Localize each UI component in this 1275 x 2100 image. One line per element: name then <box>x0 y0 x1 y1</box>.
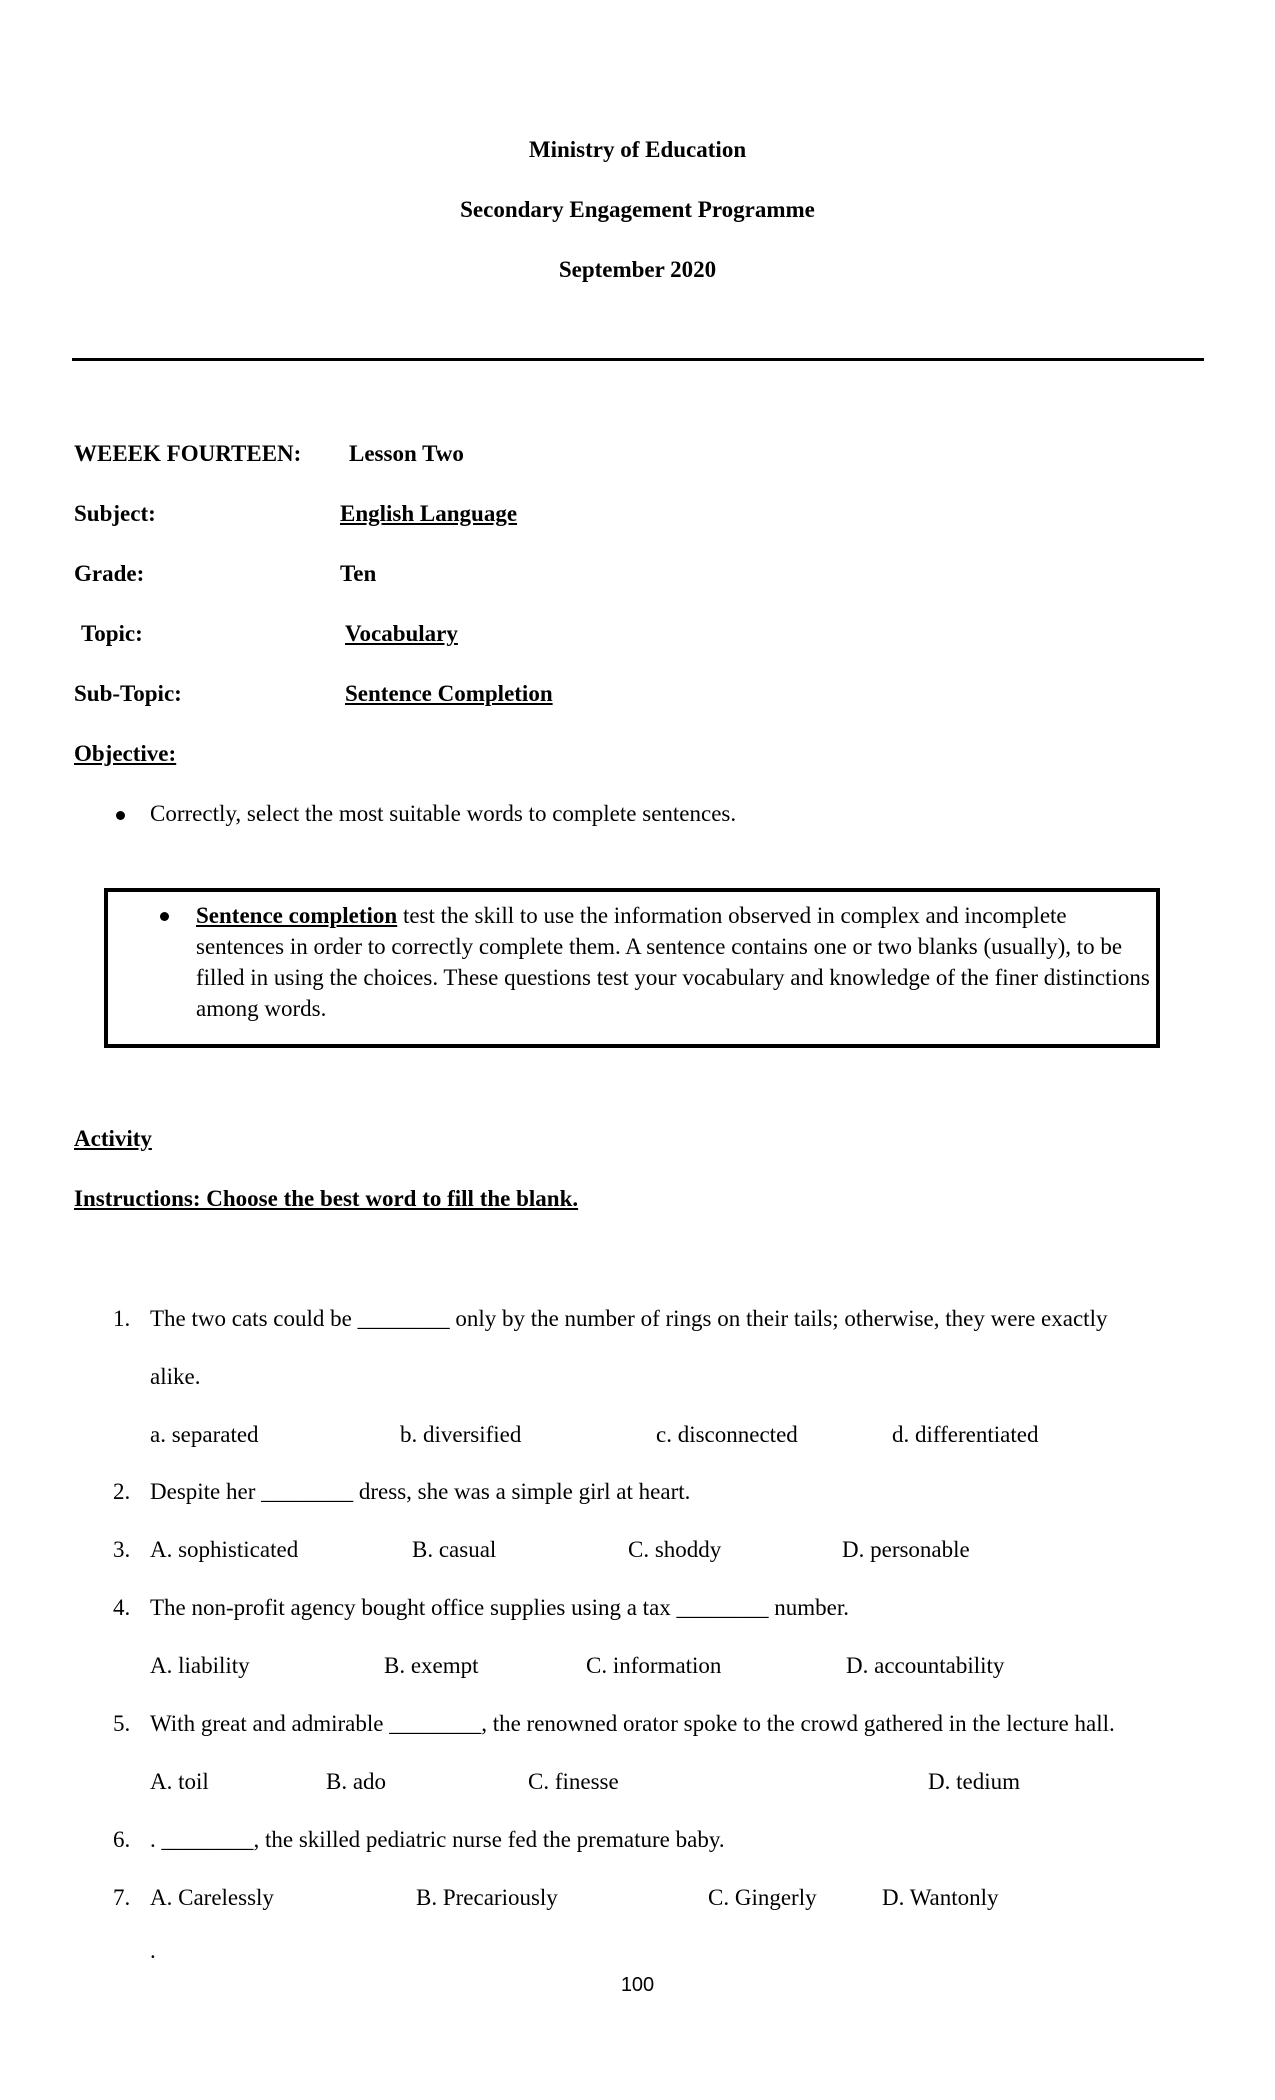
header-programme: Secondary Engagement Programme <box>460 197 815 222</box>
activity-heading: Activity <box>74 1126 152 1151</box>
item-number: 2. <box>113 1479 131 1504</box>
bullet-icon <box>160 912 169 921</box>
option-b: B. ado <box>326 1769 387 1794</box>
topic-value: Vocabulary <box>345 621 458 646</box>
option-a: a. separated <box>150 1422 259 1447</box>
option-d: D. tedium <box>928 1769 1020 1794</box>
header-ministry: Ministry of Education <box>528 137 747 162</box>
option-d: d. differentiated <box>892 1422 1039 1447</box>
subtopic-label: Sub-Topic: <box>74 681 182 706</box>
option-a: A. liability <box>150 1653 250 1678</box>
activity-instructions: Instructions: Choose the best word to fill the blank. <box>74 1186 579 1211</box>
item-number: 1. <box>113 1306 131 1331</box>
option-b: B. casual <box>412 1537 497 1562</box>
header-date: September 2020 <box>558 257 717 282</box>
definition-body: test the skill to use the information observed in complex and incomplete sentences in order to correctly complete them. A sentence contains one or two blanks (usually), to be filled in using the choices. These questions test your vocabulary and knowledge of the finer distinctions among words. <box>196 903 1150 1021</box>
option-b: b. diversified <box>400 1422 522 1447</box>
option-d: D. accountability <box>846 1653 1005 1678</box>
item-text: With great and admirable ________, the renowned orator spoke to the crowd gathered in the lecture hall. <box>150 1711 1115 1736</box>
item-number: 6. <box>113 1827 131 1852</box>
subtopic-value: Sentence Completion <box>345 681 553 706</box>
item-number: 7. <box>113 1885 131 1910</box>
bullet-icon <box>116 811 125 820</box>
lesson-value: Lesson Two <box>349 441 464 466</box>
subject-value: English Language <box>340 501 518 526</box>
grade-value: Ten <box>340 561 377 586</box>
grade-label: Grade: <box>74 561 145 586</box>
option-b: B. exempt <box>384 1653 479 1678</box>
week-label: WEEEK FOURTEEN: <box>74 441 302 466</box>
option-c: C. information <box>586 1653 722 1678</box>
item-number: 5. <box>113 1711 131 1736</box>
option-a: A. sophisticated <box>150 1537 299 1562</box>
option-d: D. personable <box>842 1537 970 1562</box>
option-c: C. shoddy <box>628 1537 722 1562</box>
item-text: The two cats could be ________ only by the number of rings on their tails; otherwise, they were exactly <box>150 1306 1108 1331</box>
option-c: c. disconnected <box>656 1422 798 1447</box>
option-b: B. Precariously <box>416 1885 558 1910</box>
definition-term: Sentence completion <box>196 903 398 928</box>
option-c: C. Gingerly <box>708 1885 817 1910</box>
subject-label: Subject: <box>74 501 156 526</box>
option-a: A. toil <box>150 1769 209 1794</box>
option-c: C. finesse <box>528 1769 619 1794</box>
header-divider <box>72 358 1204 361</box>
item-number: 4. <box>113 1595 131 1620</box>
objective-item: Correctly, select the most suitable words to complete sentences. <box>150 801 737 826</box>
item-text: alike. <box>150 1364 201 1389</box>
option-a: A. Carelessly <box>150 1885 274 1910</box>
item-text: The non-profit agency bought office supplies using a tax ________ number. <box>150 1595 850 1620</box>
item-number: 3. <box>113 1537 131 1562</box>
definition-text <box>196 900 1156 1024</box>
stray-period: . <box>150 1938 156 1963</box>
page-number: 100 <box>620 1974 655 1996</box>
topic-label: Topic: <box>81 621 143 646</box>
option-d: D. Wantonly <box>882 1885 999 1910</box>
objective-heading: Objective: <box>74 741 177 766</box>
item-text: . ________, the skilled pediatric nurse fed the premature baby. <box>150 1827 725 1852</box>
item-text: Despite her ________ dress, she was a simple girl at heart. <box>150 1479 691 1504</box>
